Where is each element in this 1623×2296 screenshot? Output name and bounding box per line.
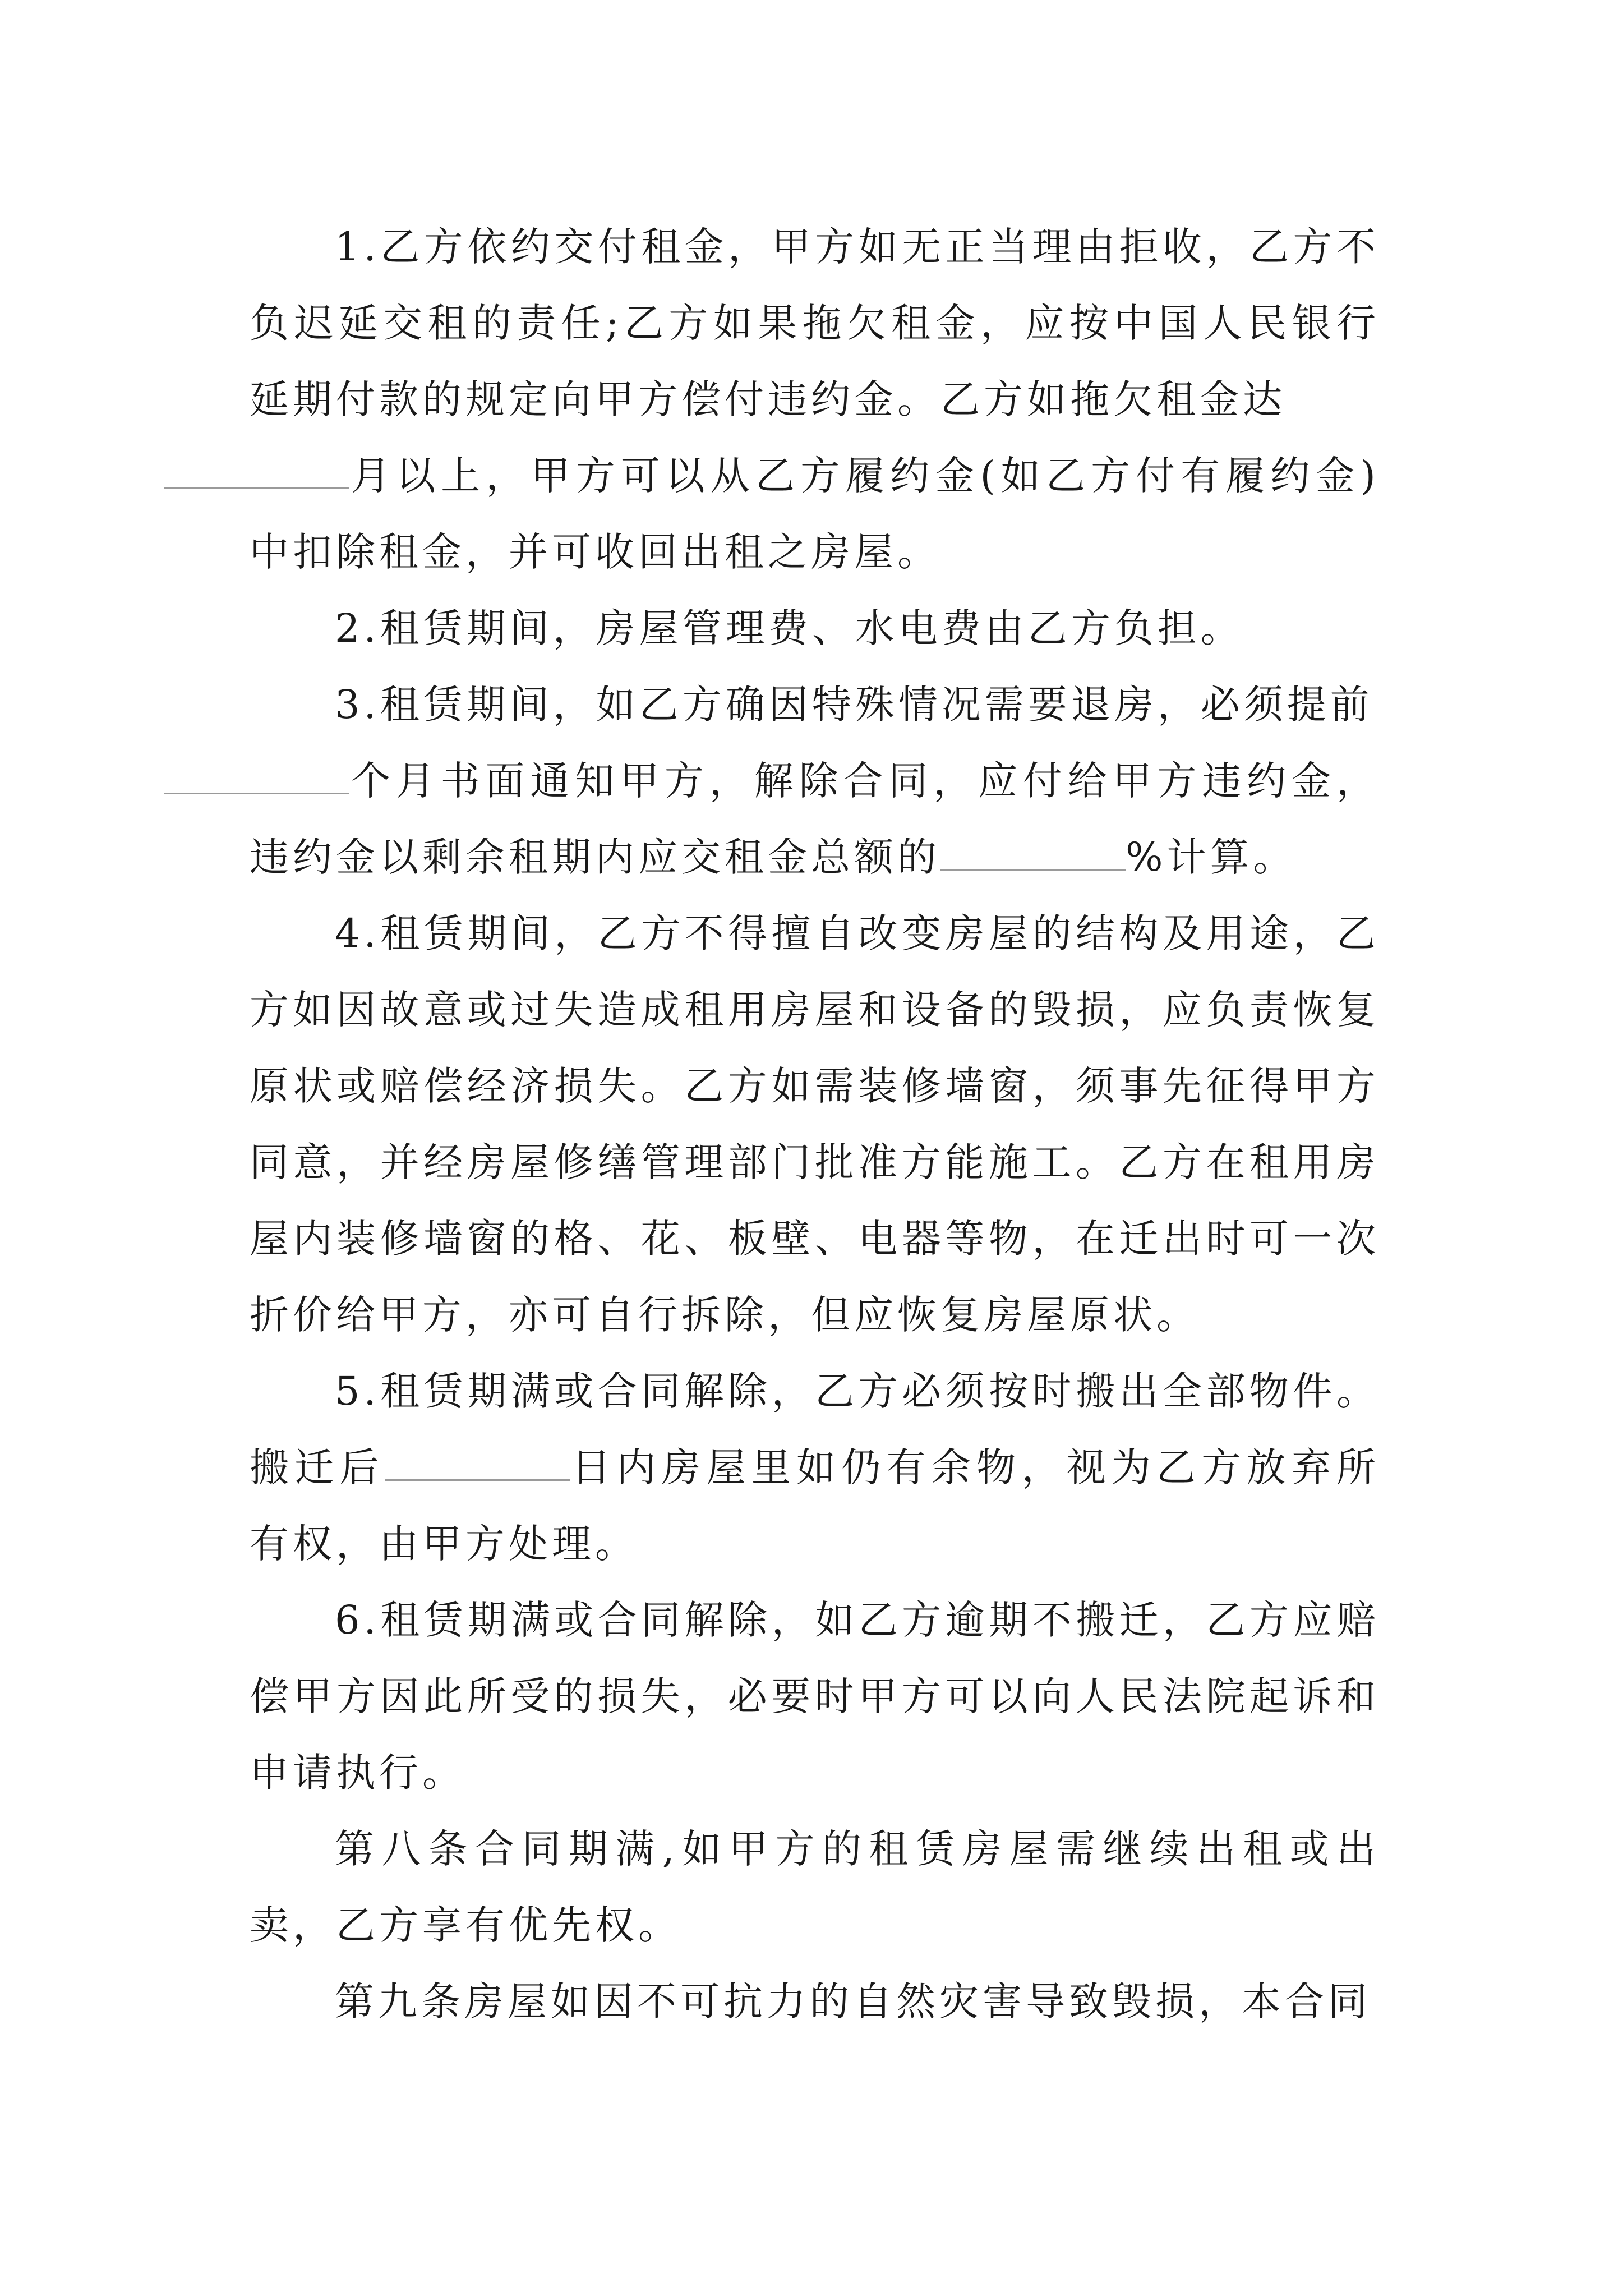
clause-text: 5.租赁期满或合同解除，乙方必须按时搬出全部物件。搬迁后 bbox=[250, 1368, 1380, 1490]
fill-in-blank[interactable] bbox=[940, 836, 1126, 871]
clause-text: %计算。 bbox=[1126, 834, 1297, 880]
clause-text: 第九条房屋如因不可抗力的自然灾害导致毁损，本合同 bbox=[335, 1978, 1371, 2024]
clause-text: 4.租赁期间，乙方不得擅自改变房屋的结构及用途，乙方如因故意或过失造成租用房屋和设备的毁损，应负责恢复原状或赔偿经济损失。乙方如需装修墙窗，须事先征得甲方同意，并经房屋修缮管理部门批准方能施工。乙方在租用房屋内装修墙窗的格、花、板壁、电器等物，在迁出时可一次折价给甲方，亦可自行拆除，但应恢复房屋原状。 bbox=[250, 910, 1380, 1338]
clause-paragraph-6 bbox=[250, 1582, 1380, 1811]
clause-paragraph-4 bbox=[250, 895, 1380, 1353]
fill-in-blank[interactable] bbox=[385, 1447, 570, 1481]
clause-text: 6.租赁期满或合同解除，如乙方逾期不搬迁，乙方应赔偿甲方因此所受的损失，必要时甲方可以向人民法院起诉和申请执行。 bbox=[250, 1597, 1380, 1796]
fill-in-blank[interactable] bbox=[164, 760, 349, 794]
document-body bbox=[250, 209, 1380, 2040]
article-9-paragraph bbox=[250, 1963, 1380, 2040]
article-8-paragraph bbox=[250, 1811, 1380, 1963]
clause-text: 第八条合同期满,如甲方的租赁房屋需继续出租或出卖，乙方享有优先权。 bbox=[250, 1826, 1380, 1948]
clause-paragraph-5 bbox=[250, 1353, 1380, 1582]
clause-text: 2.租赁期间，房屋管理费、水电费由乙方负担。 bbox=[335, 605, 1244, 651]
clause-paragraph-2 bbox=[250, 590, 1380, 666]
fill-in-blank[interactable] bbox=[164, 455, 349, 489]
clause-paragraph-1 bbox=[250, 209, 1380, 590]
clause-paragraph-3 bbox=[250, 666, 1380, 895]
clause-text: 日内房屋里如仍有余物，视为乙方放弃所有权，由甲方处理。 bbox=[250, 1444, 1380, 1567]
clause-text: 个月书面通知甲方，解除合同，应付给甲方违约金，违约金以剩余租期内应交租金总额的 bbox=[250, 758, 1380, 880]
clause-text: 月以上，甲方可以从乙方履约金(如乙方付有履约金)中扣除租金，并可收回出租之房屋。 bbox=[250, 453, 1380, 575]
clause-text: 3.租赁期间，如乙方确因特殊情况需要退房，必须提前 bbox=[335, 682, 1373, 728]
clause-text: 1.乙方依约交付租金，甲方如无正当理由拒收，乙方不负迟延交租的责任;乙方如果拖欠租金，应按中国人民银行延期付款的规定向甲方偿付违约金。乙方如拖欠租金达 bbox=[250, 224, 1380, 422]
